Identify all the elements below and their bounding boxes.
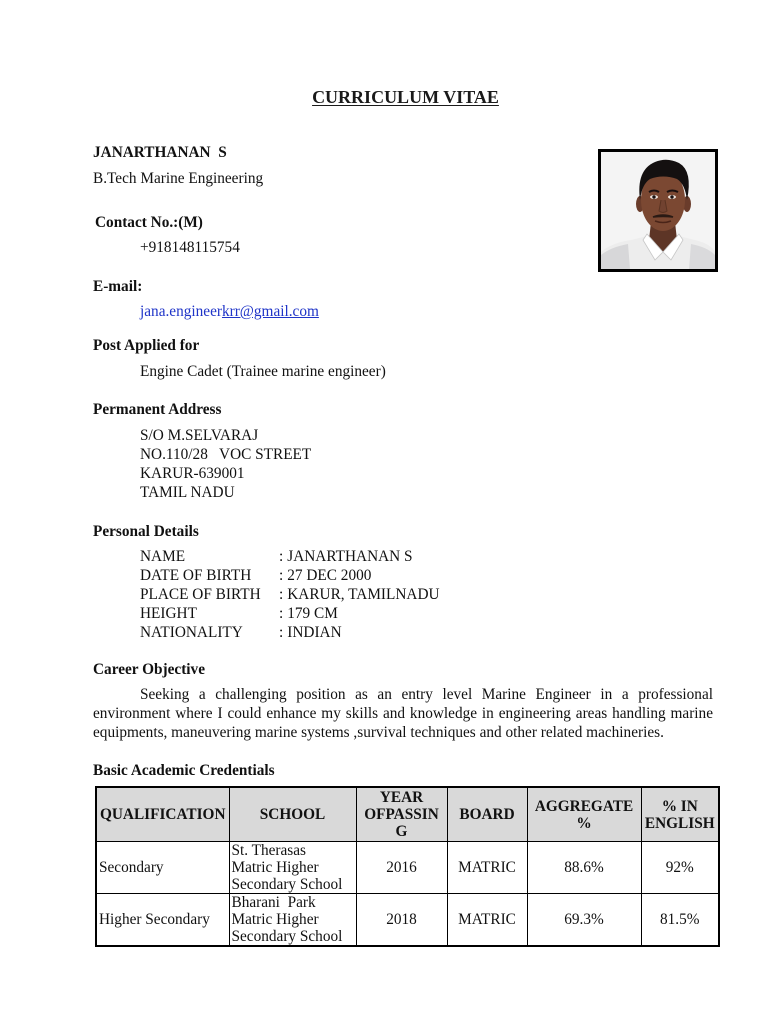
board-cell: MATRIC [447, 842, 527, 894]
personal-detail-row [140, 604, 440, 623]
detail-separator: : [279, 566, 284, 584]
personal-details-heading: Personal Details [93, 522, 199, 540]
detail-separator: : [279, 585, 284, 603]
aggregate-cell: 69.3% [527, 894, 641, 947]
personal-details-list [140, 547, 440, 642]
detail-separator: : [279, 547, 284, 565]
header-school: SCHOOL [229, 787, 356, 842]
qualification-cell: Secondary [96, 842, 229, 894]
address-block [140, 426, 311, 502]
detail-value: 179 CM [287, 604, 338, 622]
detail-label: PLACE OF BIRTH [140, 585, 261, 603]
table-header-row [96, 787, 719, 842]
header-year-of-passing: YEAR OFPASSIN G [356, 787, 447, 842]
detail-label: NATIONALITY [140, 623, 243, 641]
table-row [96, 842, 719, 894]
detail-value: 27 DEC 2000 [287, 566, 372, 584]
detail-label: NAME [140, 547, 186, 565]
email-heading: E-mail: [93, 277, 143, 295]
personal-detail-row [140, 623, 440, 642]
profile-photo-frame [598, 149, 718, 272]
english-cell: 81.5% [641, 894, 719, 947]
document-title: CURRICULUM VITAE [312, 87, 499, 107]
personal-detail-row [140, 547, 440, 566]
qualification-cell: Higher Secondary [96, 894, 229, 947]
career-objective-text: Seeking a challenging position as an entry level Marine Engineer in a professional environment where I could enhance my skills and knowledge in engineering areas handling marine equipments, maneuvering marine systems ,survival techniques and other related machineries. [93, 685, 713, 741]
address-line: S/O M.SELVARAJ [140, 426, 259, 444]
address-heading: Permanent Address [93, 400, 222, 418]
post-applied-heading: Post Applied for [93, 336, 200, 354]
post-applied-value: Engine Cadet (Trainee marine engineer) [140, 362, 386, 380]
school-cell: St. Therasas Matric Higher Secondary School [229, 842, 356, 894]
aggregate-cell: 88.6% [527, 842, 641, 894]
detail-label: DATE OF BIRTH [140, 566, 252, 584]
table-row [96, 894, 719, 947]
address-line: TAMIL NADU [140, 483, 235, 501]
email-linked-part: krr@gmail.com [221, 302, 319, 320]
header-qualification: QUALIFICATION [96, 787, 229, 842]
detail-value: KARUR, TAMILNADU [287, 585, 440, 603]
detail-separator: : [279, 623, 284, 641]
address-line: NO.110/28 VOC STREET [140, 445, 312, 463]
candidate-degree: B.Tech Marine Engineering [93, 169, 264, 187]
candidate-name: JANARTHANAN S [93, 143, 227, 161]
profile-photo [601, 152, 715, 269]
email-user-part: jana.engineer [140, 302, 222, 320]
detail-separator: : [279, 604, 284, 622]
email-link[interactable] [140, 302, 319, 321]
detail-value: INDIAN [287, 623, 342, 641]
personal-detail-row [140, 585, 440, 604]
year-cell: 2016 [356, 842, 447, 894]
year-cell: 2018 [356, 894, 447, 947]
document-title-row [93, 86, 718, 108]
header-board: BOARD [447, 787, 527, 842]
personal-detail-row [140, 566, 440, 585]
header-aggregate: AGGREGATE % [527, 787, 641, 842]
academic-credentials-heading: Basic Academic Credentials [93, 761, 275, 779]
board-cell: MATRIC [447, 894, 527, 947]
phone-number: +918148115754 [140, 238, 240, 256]
address-line: KARUR-639001 [140, 464, 245, 482]
school-cell: Bharani Park Matric Higher Secondary School [229, 894, 356, 947]
detail-value: JANARTHANAN S [287, 547, 413, 565]
header-english-percent: % IN ENGLISH [641, 787, 719, 842]
english-cell: 92% [641, 842, 719, 894]
academic-credentials-table [95, 786, 720, 947]
contact-heading: Contact No.:(M) [95, 213, 203, 231]
detail-label: HEIGHT [140, 604, 197, 622]
career-objective-heading: Career Objective [93, 660, 205, 678]
